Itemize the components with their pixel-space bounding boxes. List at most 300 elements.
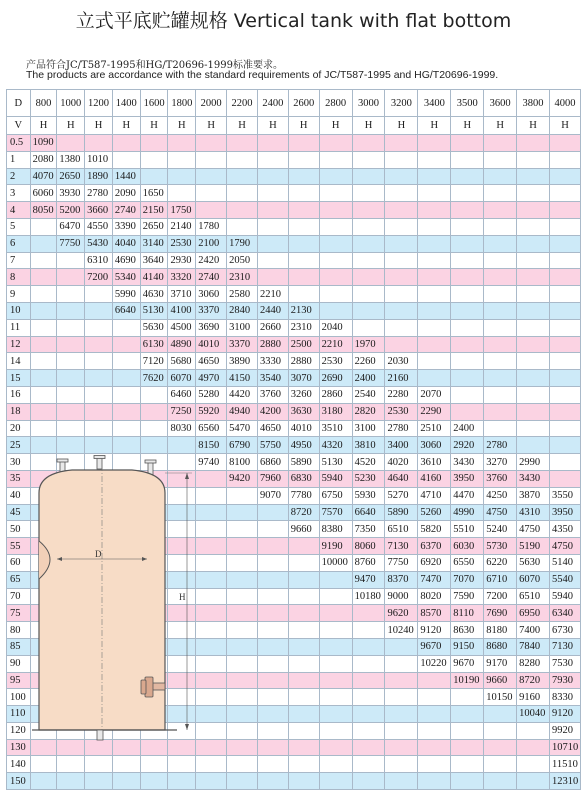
empty-cell: [257, 571, 288, 588]
top-nozzle-center-flange: [94, 456, 105, 459]
empty-cell: [227, 554, 258, 571]
height-value-cell: 3610: [418, 454, 451, 471]
height-value-cell: 5130: [319, 454, 352, 471]
height-value-cell: 6710: [484, 571, 517, 588]
height-value-cell: 9070: [257, 487, 288, 504]
empty-cell: [517, 773, 550, 790]
empty-cell: [168, 185, 196, 202]
volume-cell: 80: [7, 622, 31, 639]
empty-cell: [385, 706, 418, 723]
empty-cell: [319, 269, 352, 286]
volume-row: [7, 319, 581, 336]
height-value-cell: 5940: [550, 588, 581, 605]
volume-cell: 100: [7, 689, 31, 706]
height-value-cell: 5270: [385, 487, 418, 504]
volume-cell: 20: [7, 420, 31, 437]
empty-cell: [451, 168, 484, 185]
empty-cell: [385, 235, 418, 252]
height-value-cell: 9420: [227, 470, 258, 487]
empty-cell: [227, 655, 258, 672]
diameter-header-cell: 1800: [168, 90, 196, 117]
empty-cell: [385, 638, 418, 655]
volume-cell: 85: [7, 638, 31, 655]
empty-cell: [227, 756, 258, 773]
height-value-cell: 7930: [550, 672, 581, 689]
empty-cell: [112, 135, 140, 152]
volume-row: [7, 403, 581, 420]
height-label-cell: H: [319, 117, 352, 135]
empty-cell: [517, 218, 550, 235]
empty-cell: [484, 773, 517, 790]
empty-cell: [288, 168, 319, 185]
height-value-cell: 2400: [451, 420, 484, 437]
empty-cell: [451, 706, 484, 723]
empty-cell: [257, 252, 288, 269]
height-value-cell: 4010: [288, 420, 319, 437]
empty-cell: [451, 319, 484, 336]
height-value-cell: 2650: [57, 168, 85, 185]
empty-cell: [451, 353, 484, 370]
height-label-cell: H: [451, 117, 484, 135]
empty-cell: [319, 302, 352, 319]
empty-cell: [257, 185, 288, 202]
volume-cell: 75: [7, 605, 31, 622]
height-value-cell: 7400: [517, 622, 550, 639]
empty-cell: [196, 756, 227, 773]
height-value-cell: 5990: [112, 286, 140, 303]
empty-cell: [85, 756, 113, 773]
empty-cell: [385, 135, 418, 152]
height-value-cell: 8720: [288, 504, 319, 521]
height-value-cell: 6640: [112, 302, 140, 319]
height-value-cell: 8110: [451, 605, 484, 622]
empty-cell: [257, 504, 288, 521]
volume-cell: 45: [7, 504, 31, 521]
height-value-cell: 6220: [484, 554, 517, 571]
empty-cell: [257, 168, 288, 185]
height-value-cell: 9120: [418, 622, 451, 639]
height-label-cell: H: [484, 117, 517, 135]
empty-cell: [30, 420, 57, 437]
height-value-cell: 2440: [257, 302, 288, 319]
height-value-cell: 6510: [517, 588, 550, 605]
empty-cell: [352, 252, 385, 269]
empty-cell: [30, 302, 57, 319]
empty-cell: [140, 756, 168, 773]
height-value-cell: 8020: [418, 588, 451, 605]
empty-cell: [418, 269, 451, 286]
empty-cell: [550, 151, 581, 168]
height-value-cell: 5920: [196, 403, 227, 420]
height-value-cell: 3870: [517, 487, 550, 504]
empty-cell: [288, 252, 319, 269]
empty-cell: [550, 135, 581, 152]
height-value-cell: 2080: [30, 151, 57, 168]
empty-cell: [85, 773, 113, 790]
height-value-cell: 3100: [227, 319, 258, 336]
height-value-cell: 6070: [168, 370, 196, 387]
empty-cell: [484, 168, 517, 185]
volume-cell: 90: [7, 655, 31, 672]
empty-cell: [352, 135, 385, 152]
empty-cell: [352, 218, 385, 235]
height-value-cell: 2210: [257, 286, 288, 303]
empty-cell: [385, 672, 418, 689]
empty-cell: [451, 235, 484, 252]
empty-cell: [112, 370, 140, 387]
height-value-cell: 4520: [352, 454, 385, 471]
empty-cell: [418, 151, 451, 168]
empty-cell: [418, 302, 451, 319]
empty-cell: [418, 756, 451, 773]
height-value-cell: 3930: [57, 185, 85, 202]
volume-row: [7, 202, 581, 219]
empty-cell: [484, 370, 517, 387]
height-value-cell: 3430: [517, 470, 550, 487]
empty-cell: [517, 269, 550, 286]
empty-cell: [288, 269, 319, 286]
height-value-cell: 5240: [484, 521, 517, 538]
empty-cell: [418, 202, 451, 219]
height-value-cell: 2510: [418, 420, 451, 437]
empty-cell: [288, 202, 319, 219]
volume-cell: 8: [7, 269, 31, 286]
empty-cell: [288, 185, 319, 202]
empty-cell: [57, 420, 85, 437]
empty-cell: [288, 756, 319, 773]
empty-cell: [85, 302, 113, 319]
empty-cell: [517, 420, 550, 437]
volume-row: [7, 185, 581, 202]
volume-row: [7, 420, 581, 437]
empty-cell: [30, 386, 57, 403]
volume-row: [7, 168, 581, 185]
height-value-cell: 2780: [484, 437, 517, 454]
empty-cell: [550, 319, 581, 336]
empty-cell: [484, 218, 517, 235]
height-value-cell: 2780: [385, 420, 418, 437]
volume-row: [7, 269, 581, 286]
height-value-cell: 4470: [451, 487, 484, 504]
empty-cell: [517, 386, 550, 403]
empty-cell: [550, 302, 581, 319]
height-value-cell: 7120: [140, 353, 168, 370]
height-value-cell: 2650: [140, 218, 168, 235]
height-value-cell: 1790: [227, 235, 258, 252]
height-value-cell: 4650: [196, 353, 227, 370]
volume-cell: 11: [7, 319, 31, 336]
height-value-cell: 9660: [288, 521, 319, 538]
empty-cell: [168, 756, 196, 773]
height-value-cell: 2070: [418, 386, 451, 403]
height-value-cell: 5750: [257, 437, 288, 454]
empty-cell: [319, 168, 352, 185]
height-value-cell: 1090: [30, 135, 57, 152]
empty-cell: [352, 722, 385, 739]
height-value-cell: 6030: [451, 538, 484, 555]
height-label-cell: H: [288, 117, 319, 135]
empty-cell: [57, 302, 85, 319]
empty-cell: [451, 689, 484, 706]
empty-cell: [550, 353, 581, 370]
empty-cell: [484, 353, 517, 370]
height-value-cell: 5820: [418, 521, 451, 538]
height-value-cell: 2530: [319, 353, 352, 370]
empty-cell: [288, 571, 319, 588]
height-value-cell: 5730: [484, 538, 517, 555]
height-value-cell: 2580: [227, 286, 258, 303]
height-value-cell: 4630: [140, 286, 168, 303]
height-value-cell: 6830: [288, 470, 319, 487]
volume-row: [7, 151, 581, 168]
height-value-cell: 3710: [168, 286, 196, 303]
empty-cell: [227, 218, 258, 235]
empty-cell: [257, 605, 288, 622]
empty-cell: [168, 168, 196, 185]
height-value-cell: 6070: [517, 571, 550, 588]
diameter-header-cell: 2000: [196, 90, 227, 117]
height-value-cell: 6920: [418, 554, 451, 571]
empty-cell: [418, 739, 451, 756]
empty-cell: [227, 135, 258, 152]
empty-cell: [257, 269, 288, 286]
empty-cell: [550, 286, 581, 303]
empty-cell: [352, 202, 385, 219]
volume-cell: 9: [7, 286, 31, 303]
empty-cell: [517, 370, 550, 387]
empty-cell: [140, 437, 168, 454]
empty-cell: [418, 168, 451, 185]
height-value-cell: 8050: [30, 202, 57, 219]
empty-cell: [257, 706, 288, 723]
height-value-cell: 6640: [352, 504, 385, 521]
empty-cell: [385, 302, 418, 319]
height-value-cell: 6470: [57, 218, 85, 235]
height-value-cell: 1890: [85, 168, 113, 185]
empty-cell: [85, 420, 113, 437]
empty-cell: [517, 302, 550, 319]
height-label-cell: H: [385, 117, 418, 135]
empty-cell: [112, 386, 140, 403]
height-value-cell: 4750: [484, 504, 517, 521]
height-value-cell: 1750: [168, 202, 196, 219]
height-value-cell: 3070: [288, 370, 319, 387]
height-label-cell: H: [112, 117, 140, 135]
empty-cell: [227, 588, 258, 605]
empty-cell: [257, 622, 288, 639]
empty-cell: [484, 185, 517, 202]
height-value-cell: 3400: [385, 437, 418, 454]
empty-cell: [85, 370, 113, 387]
empty-cell: [319, 622, 352, 639]
height-value-cell: 3660: [85, 202, 113, 219]
height-value-cell: 6730: [550, 622, 581, 639]
height-value-cell: 2420: [196, 252, 227, 269]
empty-cell: [319, 722, 352, 739]
diameter-header-cell: 2800: [319, 90, 352, 117]
height-value-cell: 10710: [550, 739, 581, 756]
height-value-cell: 8030: [168, 420, 196, 437]
empty-cell: [319, 605, 352, 622]
height-value-cell: 7350: [352, 521, 385, 538]
empty-cell: [550, 218, 581, 235]
volume-cell: 3: [7, 185, 31, 202]
diameter-header-row: [7, 90, 581, 117]
height-value-cell: 3630: [288, 403, 319, 420]
empty-cell: [352, 773, 385, 790]
volume-row: [7, 370, 581, 387]
empty-cell: [140, 168, 168, 185]
height-value-cell: 6950: [517, 605, 550, 622]
height-value-cell: 3370: [196, 302, 227, 319]
empty-cell: [112, 353, 140, 370]
empty-cell: [288, 554, 319, 571]
height-label-cell: H: [30, 117, 57, 135]
height-value-cell: 4160: [418, 470, 451, 487]
empty-cell: [112, 336, 140, 353]
height-value-cell: 4950: [288, 437, 319, 454]
height-value-cell: 6130: [140, 336, 168, 353]
height-value-cell: 2030: [385, 353, 418, 370]
empty-cell: [418, 218, 451, 235]
empty-cell: [451, 386, 484, 403]
empty-cell: [288, 773, 319, 790]
height-value-cell: 2040: [319, 319, 352, 336]
empty-cell: [385, 655, 418, 672]
height-value-cell: 5230: [352, 470, 385, 487]
empty-cell: [227, 202, 258, 219]
height-value-cell: 2990: [517, 454, 550, 471]
empty-cell: [57, 269, 85, 286]
volume-cell: 70: [7, 588, 31, 605]
empty-cell: [385, 739, 418, 756]
empty-cell: [257, 202, 288, 219]
volume-cell: 35: [7, 470, 31, 487]
empty-cell: [517, 286, 550, 303]
empty-cell: [257, 135, 288, 152]
empty-cell: [85, 336, 113, 353]
empty-cell: [288, 538, 319, 555]
volume-cell: 150: [7, 773, 31, 790]
empty-cell: [288, 235, 319, 252]
empty-cell: [451, 202, 484, 219]
empty-cell: [385, 185, 418, 202]
height-value-cell: 2660: [257, 319, 288, 336]
volume-cell: 110: [7, 706, 31, 723]
empty-cell: [288, 622, 319, 639]
height-value-cell: 2530: [385, 403, 418, 420]
empty-cell: [57, 756, 85, 773]
height-value-cell: 4310: [517, 504, 550, 521]
height-value-cell: 10150: [484, 689, 517, 706]
height-value-cell: 5190: [517, 538, 550, 555]
empty-cell: [288, 706, 319, 723]
height-value-cell: 5680: [168, 353, 196, 370]
empty-cell: [550, 470, 581, 487]
empty-cell: [288, 689, 319, 706]
height-value-cell: 3810: [352, 437, 385, 454]
height-label-cell: H: [196, 117, 227, 135]
empty-cell: [30, 269, 57, 286]
height-label-cell: H: [85, 117, 113, 135]
empty-cell: [319, 706, 352, 723]
empty-cell: [385, 689, 418, 706]
empty-cell: [112, 773, 140, 790]
page-title: 立式平底贮罐规格 Vertical tank with flat bottom: [75, 10, 512, 32]
empty-cell: [257, 655, 288, 672]
side-outlet-cap: [141, 680, 146, 694]
empty-cell: [550, 235, 581, 252]
empty-cell: [484, 252, 517, 269]
volume-row: [7, 235, 581, 252]
empty-cell: [112, 319, 140, 336]
diameter-header-cell: 1600: [140, 90, 168, 117]
empty-cell: [57, 386, 85, 403]
diameter-header-cell: 3400: [418, 90, 451, 117]
empty-cell: [112, 756, 140, 773]
empty-cell: [257, 689, 288, 706]
empty-cell: [227, 638, 258, 655]
empty-cell: [288, 655, 319, 672]
height-value-cell: 3060: [418, 437, 451, 454]
empty-cell: [385, 218, 418, 235]
volume-cell: 50: [7, 521, 31, 538]
height-value-cell: 2310: [288, 319, 319, 336]
height-value-cell: 2690: [319, 370, 352, 387]
empty-cell: [57, 286, 85, 303]
height-value-cell: 3890: [227, 353, 258, 370]
empty-cell: [385, 286, 418, 303]
empty-cell: [288, 672, 319, 689]
empty-cell: [385, 151, 418, 168]
height-value-cell: 5340: [112, 269, 140, 286]
height-value-cell: 2880: [257, 336, 288, 353]
height-value-cell: 9150: [451, 638, 484, 655]
empty-cell: [140, 773, 168, 790]
empty-cell: [451, 370, 484, 387]
height-value-cell: 11510: [550, 756, 581, 773]
height-value-cell: 3140: [140, 235, 168, 252]
empty-cell: [30, 370, 57, 387]
volume-row: [7, 437, 581, 454]
empty-cell: [517, 252, 550, 269]
height-value-cell: 2310: [227, 269, 258, 286]
height-value-cell: 2930: [168, 252, 196, 269]
height-label-cell: H: [352, 117, 385, 135]
empty-cell: [550, 403, 581, 420]
empty-cell: [550, 420, 581, 437]
diameter-header-cell: 2200: [227, 90, 258, 117]
height-value-cell: 4020: [385, 454, 418, 471]
height-value-cell: 7690: [484, 605, 517, 622]
empty-cell: [227, 689, 258, 706]
height-value-cell: 10240: [385, 622, 418, 639]
height-value-cell: 7530: [550, 655, 581, 672]
height-value-cell: 9670: [418, 638, 451, 655]
volume-cell: 30: [7, 454, 31, 471]
empty-cell: [168, 135, 196, 152]
volume-cell: 5: [7, 218, 31, 235]
empty-cell: [57, 773, 85, 790]
empty-cell: [385, 168, 418, 185]
volume-cell: 55: [7, 538, 31, 555]
empty-cell: [140, 151, 168, 168]
height-value-cell: 8180: [484, 622, 517, 639]
empty-cell: [484, 151, 517, 168]
height-value-cell: 8760: [352, 554, 385, 571]
empty-cell: [257, 521, 288, 538]
height-value-cell: 4320: [319, 437, 352, 454]
